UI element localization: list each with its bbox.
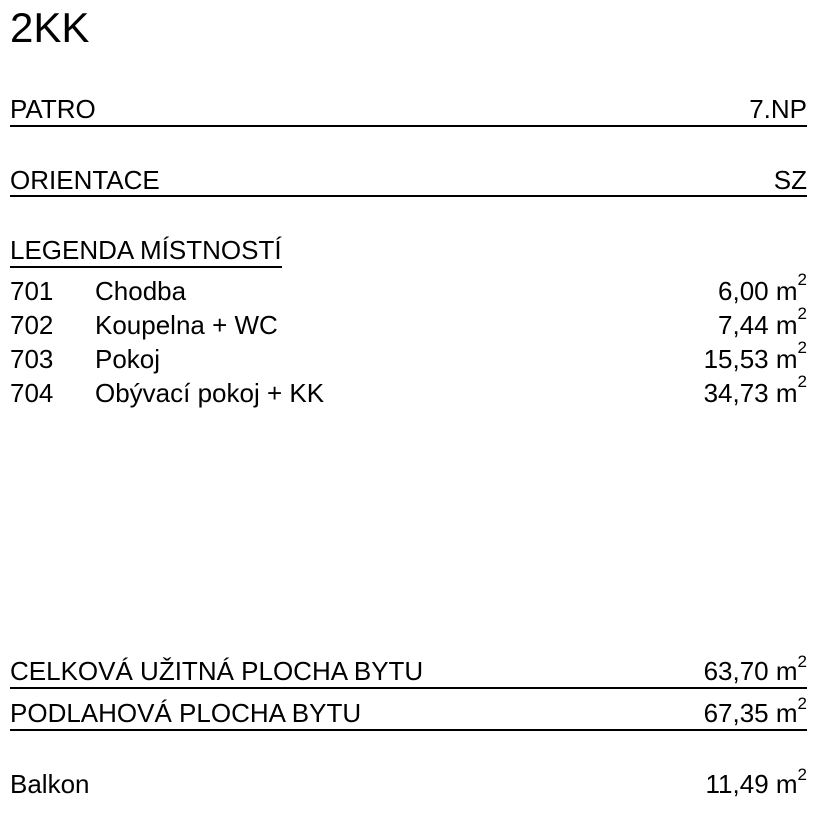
floor-area-label: PODLAHOVÁ PLOCHA BYTU	[10, 698, 362, 728]
floor-value: 7.NP	[749, 94, 807, 124]
usable-area-row	[10, 652, 807, 686]
room-name: Chodba	[95, 276, 187, 306]
room-name: Pokoj	[95, 344, 161, 374]
room-row	[10, 338, 807, 376]
usable-area-label: CELKOVÁ UŽITNÁ PLOCHA BYTU	[10, 656, 424, 686]
room-legend-heading	[10, 235, 282, 265]
orientation-row	[10, 165, 807, 195]
floor-divider	[10, 125, 807, 127]
room-number: 704	[10, 378, 54, 408]
balcony-value: 11,49 $m^2$	[705, 765, 807, 799]
room-area: 7,44 $m^2$	[718, 304, 807, 340]
room-legend-heading-text: LEGENDA MÍSTNOSTÍ	[10, 235, 282, 265]
orientation-label: ORIENTACE	[10, 165, 160, 195]
room-area: 6,00 $m^2$	[718, 270, 807, 306]
floor-area-divider	[10, 729, 807, 731]
floor-label: PATRO	[10, 94, 96, 124]
room-row	[10, 304, 807, 342]
floor-area-row	[10, 694, 807, 728]
floor-area-value: 67,35 $m^2$	[703, 694, 807, 728]
usable-area-divider	[10, 687, 807, 689]
page-title: 2KK	[10, 4, 90, 51]
orientation-value: SZ	[773, 165, 807, 195]
orientation-divider	[10, 195, 807, 197]
usable-area-value: 63,70 $m^2$	[703, 652, 807, 686]
room-row	[10, 372, 807, 410]
room-number: 701	[10, 276, 54, 306]
balcony-label: Balkon	[10, 769, 90, 799]
balcony-row	[10, 765, 807, 799]
room-number: 702	[10, 310, 54, 340]
room-row	[10, 270, 807, 308]
room-name: Koupelna + WC	[95, 310, 278, 340]
room-number: 703	[10, 344, 54, 374]
room-area: 15,53 $m^2$	[703, 338, 807, 374]
room-area: 34,73 $m^2$	[703, 372, 807, 408]
room-name: Obývací pokoj + KK	[95, 378, 325, 408]
room-legend-underline	[10, 266, 282, 268]
floor-row	[10, 94, 807, 124]
